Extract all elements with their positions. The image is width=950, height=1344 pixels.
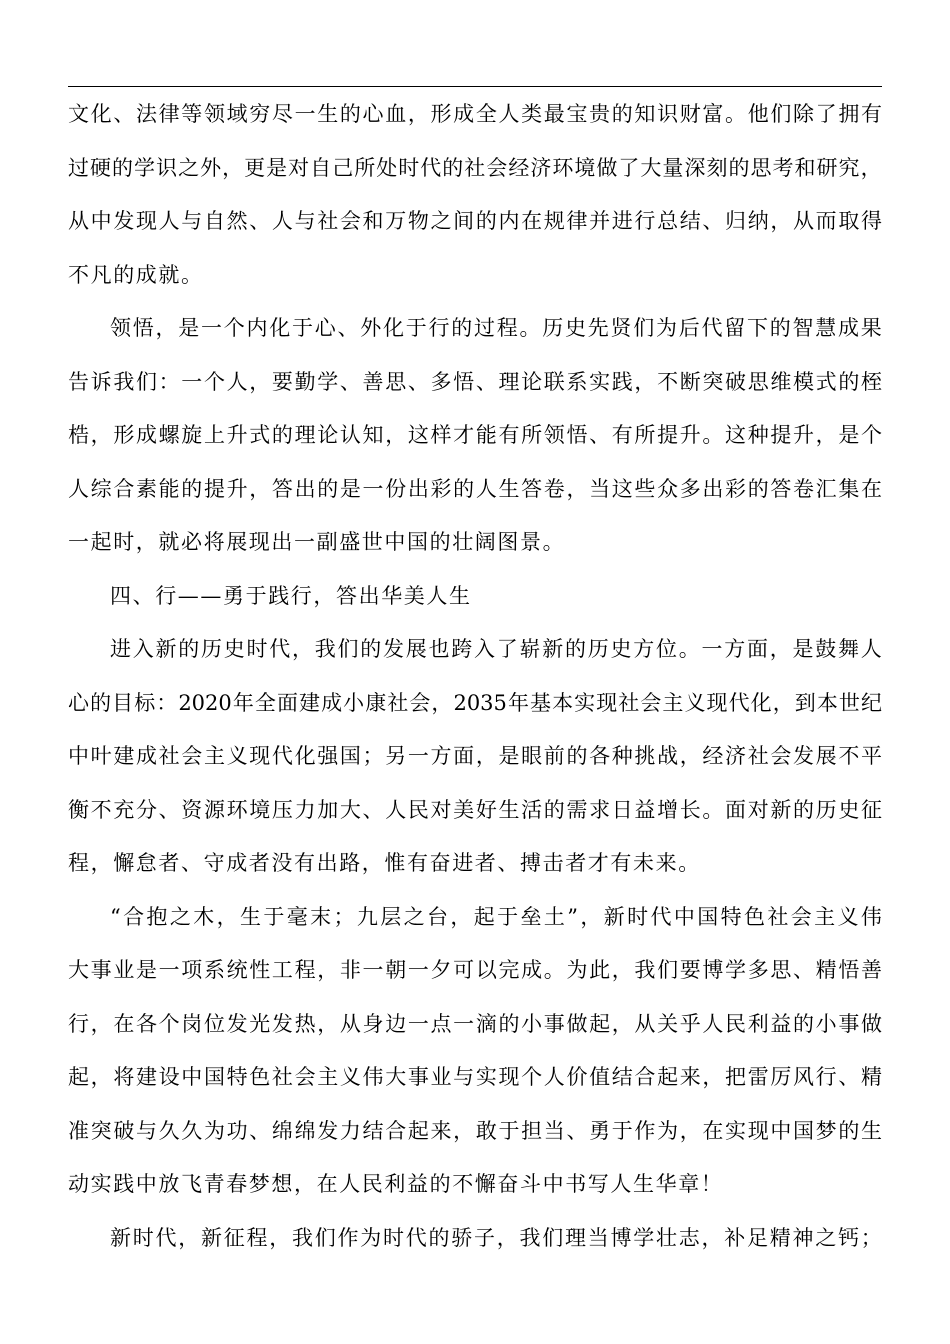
text-line: 文 化 、 法 律 等 领 域 穷 尽 一 生 的 心 血 ， 形 成 全 人 类 最 宝 贵 的 知 识 财 富 。 他 们 除 了 拥 有 bbox=[68, 102, 882, 126]
text-line: 梏 ， 形 成 螺 旋 上 升 式 的 理 论 认 知 ， 这 样 才 能 有 所 领 悟 、 有 所 提 升 。 这 种 提 升 ， 是 个 bbox=[68, 423, 882, 447]
text-line: 一起时，就必将展现出一副盛世中国的壮阔图景。 bbox=[68, 530, 566, 554]
text-line: 告 诉 我 们 ： 一 个 人 ， 要 勤 学 、 善 思 、 多 悟 、 理 论 联 系 实 践 ， 不 断 突 破 思 维 模 式 的 桎 bbox=[68, 369, 882, 394]
text-line: 中 叶 建 成 社 会 主 义 现 代 化 强 国 ； 另 一 方 面 ， 是 眼 前 的 各 种 挑 战 ， 经 济 社 会 发 展 不 平 bbox=[68, 744, 882, 768]
header-rule bbox=[68, 86, 882, 87]
text-line: 领 悟 ， 是 一 个 内 化 于 心 、 外 化 于 行 的 过 程 。 历 史 先 贤 们 为 后 代 留 下 的 智 慧 成 果 bbox=[110, 316, 882, 340]
text-line: 心 的 目 标 ： 2020 年 全 面 建 成 小 康 社 会 ， 2035 年 基 本 实 现 社 会 主 义 现 代 化 ， 到 本 世 纪 bbox=[68, 690, 882, 715]
text-line: 行 ， 在 各 个 岗 位 发 光 发 热 ， 从 身 边 一 点 一 滴 的 小 事 做 起 ， 从 关 乎 人 民 利 益 的 小 事 做 bbox=[68, 1011, 882, 1036]
text-line: 进 入 新 的 历 史 时 代 ， 我 们 的 发 展 也 跨 入 了 崭 新 的 历 史 方 位 。 一 方 面 ， 是 鼓 舞 人 bbox=[110, 637, 882, 661]
text-line: 四、行——勇于践行，答出华美人生 bbox=[110, 583, 472, 608]
text-line: 准 突 破 与 久 久 为 功 、 绵 绵 发 力 结 合 起 来 ， 敢 于 担 当 、 勇 于 作 为 ， 在 实 现 中 国 梦 的 生 bbox=[68, 1118, 882, 1143]
body-text bbox=[68, 94, 882, 1271]
text-line: 动实践中放飞青春梦想，在人民利益的不懈奋斗中书写人生华章！ bbox=[68, 1172, 724, 1196]
text-line: 衡 不 充 分 、 资 源 环 境 压 力 加 大 、 人 民 对 美 好 生 活 的 需 求 日 益 增 长 。 面 对 新 的 历 史 征 bbox=[68, 797, 882, 822]
text-line: 起 ， 将 建 设 中 国 特 色 社 会 主 义 伟 大 事 业 与 实 现 个 人 价 值 结 合 起 来 ， 把 雷 厉 风 行 、 精 bbox=[68, 1065, 882, 1089]
text-line: 从 中 发 现 人 与 自 然 、 人 与 社 会 和 万 物 之 间 的 内 在 规 律 并 进 行 总 结 、 归 纳 ， 从 而 取 得 bbox=[68, 209, 882, 233]
text-line: 人 综 合 素 能 的 提 升 ， 答 出 的 是 一 份 出 彩 的 人 生 答 卷 ， 当 这 些 众 多 出 彩 的 答 卷 汇 集 在 bbox=[68, 476, 882, 501]
text-line: “ 合 抱 之 木 ， 生 于 毫 末 ； 九 层 之 台 ， 起 于 垒 土 ” ， 新 时 代 中 国 特 色 社 会 主 义 伟 bbox=[110, 904, 882, 929]
text-line: 过 硬 的 学 识 之 外 ， 更 是 对 自 己 所 处 时 代 的 社 会 经 济 环 境 做 了 大 量 深 刻 的 思 考 和 研 究 ， bbox=[68, 155, 882, 180]
text-line: 大 事 业 是 一 项 系 统 性 工 程 ， 非 一 朝 一 夕 可 以 完 成 。 为 此 ， 我 们 要 博 学 多 思 、 精 悟 善 bbox=[68, 958, 882, 982]
text-line: 新 时 代 ， 新 征 程 ， 我 们 作 为 时 代 的 骄 子 ， 我 们 理 当 博 学 壮 志 ， 补 足 精 神 之 钙 ； bbox=[110, 1225, 882, 1250]
text-line: 程，懈怠者、守成者没有出路，惟有奋进者、搏击者才有未来。 bbox=[68, 851, 701, 875]
text-line: 不凡的成就。 bbox=[68, 262, 204, 287]
